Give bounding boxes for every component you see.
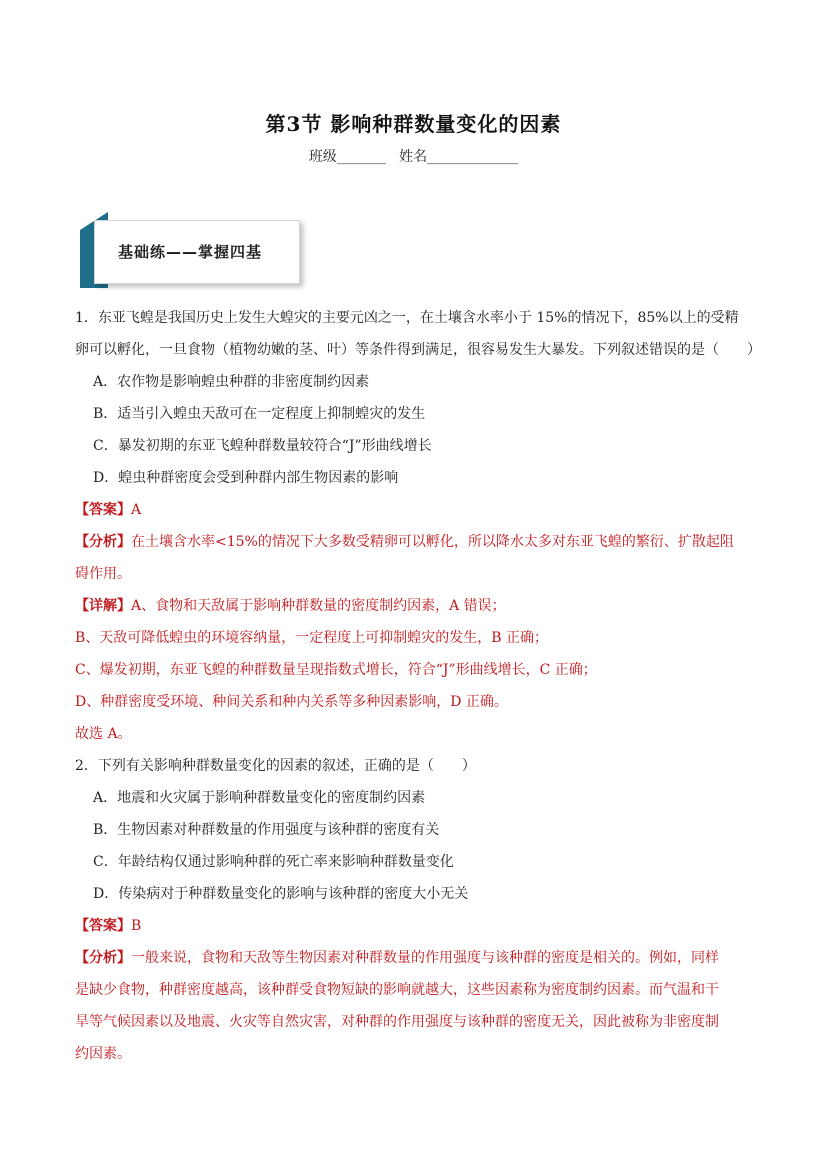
q2-option-d: D．传染病对于种群数量变化的影响与该种群的密度大小无关	[93, 886, 469, 902]
q1-answer	[75, 494, 755, 526]
q2-analysis-line-2: 是缺少食物，种群密度越高，该种群受食物短缺的影响就越大，这些因素称为密度制约因素。而气温和干	[75, 982, 719, 998]
q2-analysis-line-3: 旱等气候因素以及地震、火灾等自然灾害，对种群的作用强度与该种群的密度无关，因此被称为非密度制	[75, 1014, 719, 1030]
q1-detail-text-b: B、天敌可降低蝗虫的环境容纳量，一定程度上可抑制蝗灾的发生，B 正确；	[75, 630, 549, 646]
q1-stem-line-2: 卵可以孵化，一旦食物（植物幼嫩的茎、叶）等条件得到满足，很容易发生大暴发。下列叙述错误的是（ ）	[75, 342, 761, 358]
q1-analysis-line-2: 碍作用。	[75, 566, 131, 582]
q2-analysis-line-4: 约因素。	[75, 1046, 131, 1062]
class-label: 班级	[308, 149, 337, 165]
q1-detail-text-d: D、种群密度受环境、种间关系和种内关系等多种因素影响，D 正确。	[75, 694, 508, 710]
q2-stem: 2．下列有关影响种群数量变化的因素的叙述，正确的是（ ）	[75, 758, 476, 774]
q1-detail-text-a: A、食物和天敌属于影响种群数量的密度制约因素，A 错误；	[131, 598, 506, 614]
name-blank: _____________	[427, 149, 519, 165]
name-label: 姓名	[399, 149, 428, 165]
class-name-line	[0, 146, 827, 166]
q2-analysis-tag: 【分析】	[75, 950, 131, 966]
q1-option-b: B．适当引入蝗虫天敌可在一定程度上抑制蝗灾的发生	[93, 406, 426, 422]
q1-answer-value: A	[131, 502, 142, 518]
q1-option-a: A．农作物是影响蝗虫种群的非密度制约因素	[93, 374, 370, 390]
q1-option-c: C．暴发初期的东亚飞蝗种群数量较符合“J”形曲线增长	[93, 438, 432, 454]
q1-analysis-tag: 【分析】	[75, 534, 131, 550]
q1-conclusion: 故选 A。	[75, 726, 132, 742]
q1-option-d: D．蝗虫种群密度会受到种群内部生物因素的影响	[93, 470, 399, 486]
class-blank: _______	[336, 149, 386, 165]
q1-answer-tag: 【答案】	[75, 502, 131, 518]
q1-analysis-line-1	[75, 526, 755, 558]
page-title: 第3节 影响种群数量变化的因素	[265, 112, 562, 136]
q2-analysis-text-1: 一般来说，食物和天敌等生物因素对种群数量的作用强度与该种群的密度是相关的。例如，同样	[131, 950, 719, 966]
q2-option-a: A．地震和火灾属于影响种群数量变化的密度制约因素	[93, 790, 426, 806]
q2-option-b: B．生物因素对种群数量的作用强度与该种群的密度有关	[93, 822, 440, 838]
q1-detail-line-1	[75, 590, 755, 622]
section-banner	[80, 212, 304, 288]
q2-answer-tag: 【答案】	[75, 918, 131, 934]
q2-option-c: C．年龄结构仅通过影响种群的死亡率来影响种群数量变化	[93, 854, 454, 870]
question-content	[75, 302, 761, 1070]
q1-stem-line-1: 1．东亚飞蝗是我国历史上发生大蝗灾的主要元凶之一，在土壤含水率小于 15%的情况下，85%以上的受精	[75, 310, 739, 326]
banner-text: 基础练——掌握四基	[118, 243, 263, 261]
q1-detail-tag: 【详解】	[75, 598, 131, 614]
q2-answer-value: B	[131, 918, 142, 934]
q2-answer	[75, 910, 755, 942]
q1-analysis-text-1: 在土壤含水率<15%的情况下大多数受精卵可以孵化，所以降水太多对东亚飞蝗的繁衍、扩散起阻	[131, 534, 734, 550]
q1-detail-text-c: C、爆发初期，东亚飞蝗的种群数量呈现指数式增长，符合“J”形曲线增长，C 正确；	[75, 662, 597, 678]
q2-analysis-line-1	[75, 942, 755, 974]
